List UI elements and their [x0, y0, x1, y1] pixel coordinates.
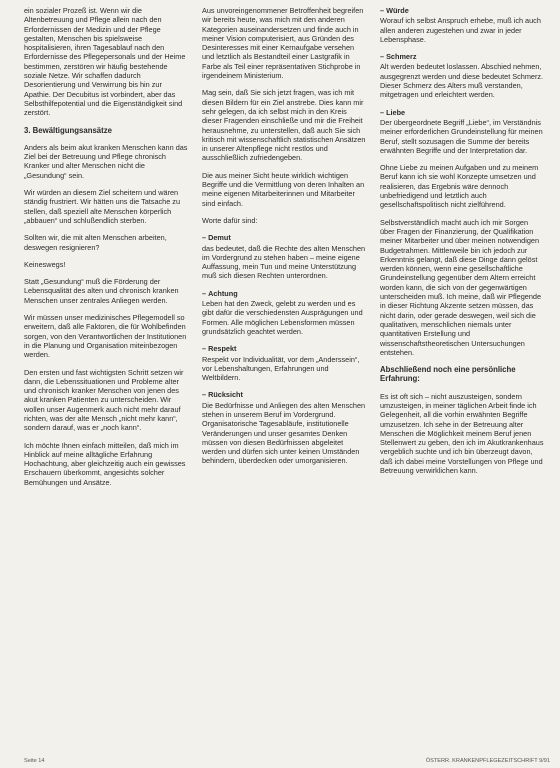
term-description: das bedeutet, daß die Rechte des alten Menschen im Vordergrund zu stehen haben – meine eigene Auffassung, mein Tun und meine Unterstützung muß sich diesen Rechten unterordnen. — [202, 243, 366, 281]
term-heading: – Achtung — [202, 288, 238, 298]
term-description: Respekt vor Individualität, vor dem „Anderssein“, vor Lebenshaltungen, Erfahrungen und Weltbildern. — [202, 354, 360, 383]
paragraph: Aus unvoreingenommener Betroffenheit begreifen wir bereits heute, was mich mit den anderen Kategorien auseinandersetzen und finde auch in meiner Vision computerisiert, aus Gründen des Desinteresses mit einer Kernaufgabe versehen und letztlich als Bestandteil einer Lastgrafik in Farbe als Teil einer repräsentativen Stichprobe in irgendeinem Ministerium. — [202, 6, 364, 81]
paragraph: Die aus meiner Sicht heute wirklich wichtigen Begriffe und die Vermittlung von deren Inhalten an meine eigenen Mitarbeiterinnen und Mitarbeiter sind einfach. — [202, 170, 365, 208]
column-3 — [380, 6, 544, 754]
paragraph: Wir würden an diesem Ziel scheitern und wären ständig frustriert. Wir hätten uns die Tatsache zu stellen, daß speziell alte Menschen körperlich „abbauen“ und schlußendlich sterben. — [24, 188, 181, 225]
paragraph: Statt „Gesundung“ muß die Förderung der Lebensqualität des alten und chronisch kranken Menschen unser zentrales Anliegen werden. — [24, 277, 179, 305]
term-label: Würde — [386, 6, 409, 15]
paragraph: Ich möchte Ihnen einfach mitteilen, daß mich im Hinblick auf meine alltägliche Erfahrung Hochachtung, aber gleichzeitig auch ein gewisses Erschauern überkommt, angesichts solcher Bemühungen und Ansätze. — [24, 440, 186, 487]
section-heading: Abschließend noch eine persönliche Erfahrung: — [380, 365, 516, 384]
paragraph: Sollten wir, die mit alten Menschen arbeiten, deswegen resignieren? — [24, 233, 167, 252]
term-description: Der übergeordnete Begriff „Liebe“, im Verständnis meiner erforderlichen Grundeinstellung für meinen Beruf, stellt sozusagen die Summe der bereits erwähnten Begriffe und der Interpretation dar. — [380, 117, 543, 155]
text-columns — [24, 6, 550, 754]
term-label: Rücksicht — [208, 390, 243, 400]
column-2 — [202, 6, 366, 754]
term-description: Worauf ich selbst Anspruch erhebe, muß ich auch allen anderen zugestehen und zwar in jeder Lebensphase. — [380, 16, 541, 44]
term-label: Schmerz — [386, 52, 417, 62]
term-label: Demut — [208, 233, 231, 243]
term-description: Leben hat den Zweck, gelebt zu werden und es gibt dafür die verschiedensten Ausprägungen und Formen. Alle möglichen Lebensformen müssen grundsätzlich geachtet werden. — [202, 299, 363, 336]
paragraph: Worte dafür sind: — [202, 215, 258, 225]
term-heading: – Liebe — [380, 107, 406, 117]
term-heading: – Demut — [202, 233, 231, 243]
paragraph: Wir müssen unser medizinisches Pflegemodell so erweitern, daß alle Faktoren, die für Wohlbefinden sorgen, von den Verantwortlichen der Institutionen in die Planung und Organisation miteinbezogen werden. — [24, 313, 187, 360]
paragraph: Selbstverständlich macht auch ich mir Sorgen über Fragen der Finanzierung, der Qualifikation meiner Mitarbeiter und über meinen notwendigen Budgetrahmen. Mittlerweile bin ich jedoch zur Erkenntnis gelangt, daß diese Dinge dann gelöst werden können, wenn eine gesellschaftliche Grundeinstellung gegenüber dem Altern erreicht worden kann, die sich von der gegenwärtigen unterscheiden muß. Ich meine, daß wir Pflegende in dieser Richtung Akzente setzen müssen, das nicht darin, oder gerade deswegen, weil sich die qualitativen, menschlichen niemals unter quantitativen Erstellung und wissenschaftstheoretischen Untersuchungen entstehen. — [380, 217, 542, 357]
term-heading: – Würde — [380, 6, 409, 15]
term-heading: – Respekt — [202, 344, 237, 354]
paragraph: Keineswegs! — [24, 259, 66, 269]
page-footer — [24, 758, 550, 764]
paragraph: Den ersten und fast wichtigsten Schritt setzen wir dann, die Lebenssituationen und Probleme alter und chronisch kranker Menschen von jenen des akut kranken Patienten zu unterscheiden. Wir wollen unser Augenmerk auch nicht mehr darauf richten, was der alte Mensch „nicht mehr kann“, sondern darauf, was er „noch kann“. — [24, 367, 184, 433]
paragraph: Es ist oft sich – nicht auszusteigen, sondern umzusteigen, in meiner täglichen Arbeit finde ich Gelegenheit, all die vorhin erwähnten Begriffe umzusetzen. Ich sehe in der Betreuung alter Menschen die Möglichkeit meinem Beruf jenen Stellenwert zu geben, den ich im Akutkrankenhaus vergeblich suchte und ich bin überzeugt davon, daß ich dabei meine Vorstellungen von Pflege und Betreuung verwirklichen kann. — [380, 391, 544, 476]
page-number: Seite 14 — [24, 758, 45, 764]
column-1 — [24, 6, 188, 754]
paragraph: Anders als beim akut kranken Menschen kann das Ziel bei der Betreuung und Pflege chronisch Kranker und alter Menschen nicht die „Gesundung“ sein. — [24, 142, 188, 180]
paragraph: ein sozialer Prozeß ist. Wenn wir die Altenbetreuung und Pflege allein nach den Erfordernissen der Medizin und der Pflege gestalten, Menschen bis spielsweise hospitalisieren, ihren Tagesablauf nach den Erfordernisse des Pflegepersonals und der Heime bestimmen, zerstören wir häufig bestehende soziale Netze. Wir schaffen dadurch Desorientierung und Verwirrung bis hin zur Apathie. Der Decubitus ist vorbindert, aber das Selbsthilfepotential und die Eigenständigkeit sind zerstört. — [24, 6, 186, 118]
term-label: Liebe — [386, 107, 406, 117]
section-heading: 3. Bewältigungsansätze — [24, 125, 112, 135]
publication-name: ÖSTERR. KRANKENPFLEGEZEITSCHRIFT 9/91 — [425, 758, 550, 764]
term-description: Alt werden bedeutet loslassen. Abschied nehmen, ausgegrenzt werden und diese bedeutet Schmerz. Dieser Schmerz des Alters muß verstanden, mitgetragen und erleichtert werden. — [380, 62, 544, 100]
term-heading: – Rücksicht — [202, 390, 243, 400]
term-label: Achtung — [208, 288, 238, 298]
term-label: Respekt — [208, 344, 237, 354]
paragraph: Ohne Liebe zu meinen Aufgaben und zu meinem Beruf kann ich sie wohl Konzepte umsetzen und realisieren, das Ergebnis wäre dennoch unbefriedigend und letztlich auch gesellschaftspolitisch nicht zielführend. — [380, 163, 539, 210]
term-description: Die Bedürfnisse und Anliegen des alten Menschen stehen in unserem Beruf im Vordergrund. Organisatorische Tagesabläufe, institutionelle Veränderungen und unser gesamtes Denken müssen von diesen Bedürfnissen abgeleitet werden und dürfen sich unter keinen Umständen behindern, überdecken oder umorganisieren. — [202, 400, 366, 466]
paragraph: Mag sein, daß Sie sich jetzt fragen, was ich mit diesen Bildern für ein Ziel anstrebe. Dies kann mir sehr gelegen, da ich selbst mich in den Kreis dieser Fragenden einschließe und mir die Freiheit herausnehme, zu unterstellen, daß auch Sie sich kritisch mit wissenschaftlich statistischen Ansätzen in unserer Altenpflege nicht restlos und ausschließlich zufriedengeben. — [202, 88, 366, 163]
term-heading: – Schmerz — [380, 52, 417, 62]
